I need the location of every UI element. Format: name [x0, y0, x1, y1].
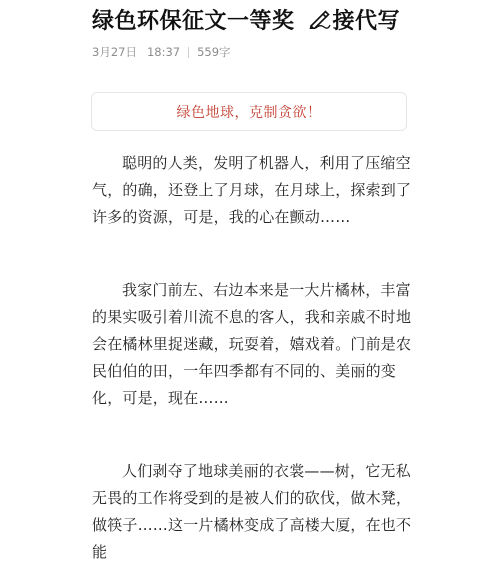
word-count: 559字 — [197, 45, 231, 59]
article-paragraph: 聪明的人类，发明了机器人，利用了压缩空气，的确，还登上了月球，在月球上，探索到了许多的资源，可是，我的心在颤动…… — [92, 154, 412, 226]
pen-writing-icon — [309, 9, 331, 29]
article-title-suffix: 接代写 — [332, 8, 401, 34]
article-paragraph: 我家门前左、右边本来是一大片橘林，丰富的果实吸引着川流不息的客人，我和亲戚不时地会在橘林里捉迷藏，玩耍着，嬉戏着。门前是农民伯伯的田，一年四季都有不同的、美丽的变化，可是，现在…… — [92, 281, 412, 407]
slogan-card — [91, 92, 407, 131]
meta-divider — [188, 47, 189, 58]
article-title-row — [92, 2, 400, 36]
article-paragraph: 人们剥夺了地球美丽的衣裳——树，它无私无畏的工作将受到的是被人们的砍伐，做木凳，做筷子……这一片橘林变成了高楼大厦，在也不能 — [92, 462, 412, 561]
article-meta — [92, 44, 231, 60]
publish-time: 18:37 — [146, 45, 181, 59]
slogan-text: 绿色地球，克制贪欲！ — [176, 104, 322, 121]
publish-date: 3月27日 — [92, 45, 137, 59]
article-title: 绿色环保征文一等奖 — [92, 8, 295, 34]
